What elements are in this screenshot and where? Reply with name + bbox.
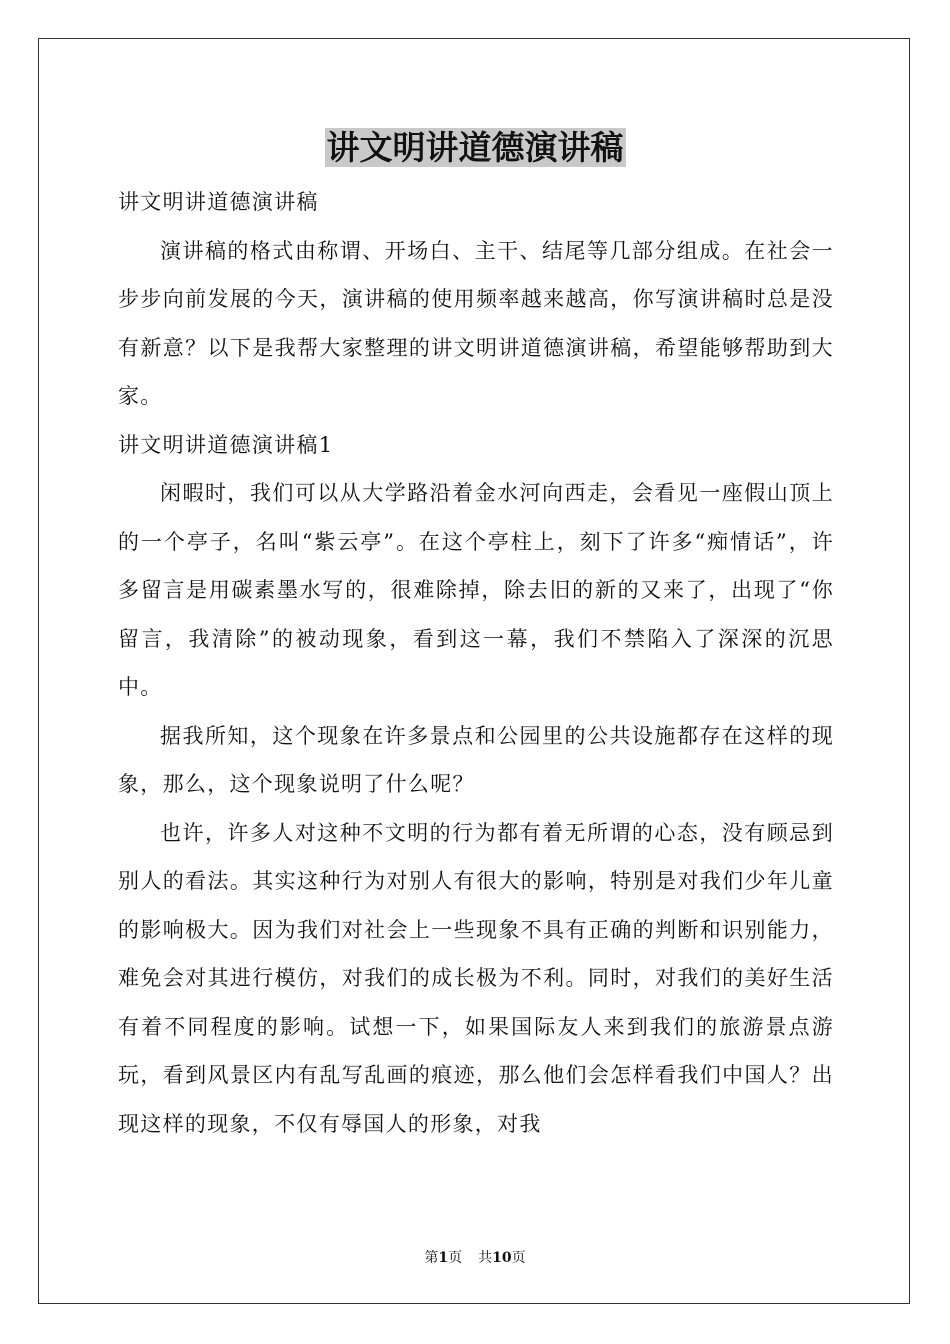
document-title	[0, 124, 950, 172]
total-prefix: 共	[478, 1250, 493, 1266]
body-paragraph-2: 据我所知，这个现象在许多景点和公园里的公共设施都存在这样的现象，那么，这个现象说明了什么呢？	[118, 723, 834, 796]
page-number: 1	[438, 1250, 449, 1266]
body-paragraph-1: 闲暇时，我们可以从大学路沿着金水河向西走，会看见一座假山顶上的一个亭子，名叫“紫云亭”。在这个亭柱上，刻下了许多“痴情话”，许多留言是用碳素墨水写的，很难除掉，除去旧的新的又来了，出现了“你留言，我清除”的被动现象，看到这一幕，我们不禁陷入了深深的沉思中。	[118, 481, 834, 699]
page-footer	[0, 1249, 950, 1267]
document-title-text: 讲文明讲道德演讲稿	[326, 128, 624, 167]
document-subtitle: 讲文明讲道德演讲稿	[118, 190, 319, 214]
section-heading: 讲文明讲道德演讲稿1	[118, 432, 334, 457]
page-suffix: 页	[448, 1250, 463, 1266]
total-suffix: 页	[511, 1250, 526, 1266]
body-paragraph-3: 也许，许多人对这种不文明的行为都有着无所谓的心态，没有顾忌到别人的看法。其实这种行为对别人有很大的影响，特别是对我们少年儿童的影响极大。因为我们对社会上一些现象不具有正确的判断和识别能力，难免会对其进行模仿，对我们的成长极为不利。同时，对我们的美好生活有着不同程度的影响。试想一下，如果国际友人来到我们的旅游景点游玩，看到风景区内有乱写乱画的痕迹，那么他们会怎样看我们中国人？出现这样的现象，不仅有辱国人的形象，对我	[118, 820, 834, 1136]
total-pages: 10	[492, 1250, 512, 1266]
page-prefix: 第	[424, 1250, 439, 1266]
intro-paragraph: 演讲稿的格式由称谓、开场白、主干、结尾等几部分组成。在社会一步步向前发展的今天，演讲稿的使用频率越来越高，你写演讲稿时总是没有新意？以下是我帮大家整理的讲文明讲道德演讲稿，希望能够帮助到大家。	[118, 238, 834, 408]
document-body	[118, 178, 834, 1148]
